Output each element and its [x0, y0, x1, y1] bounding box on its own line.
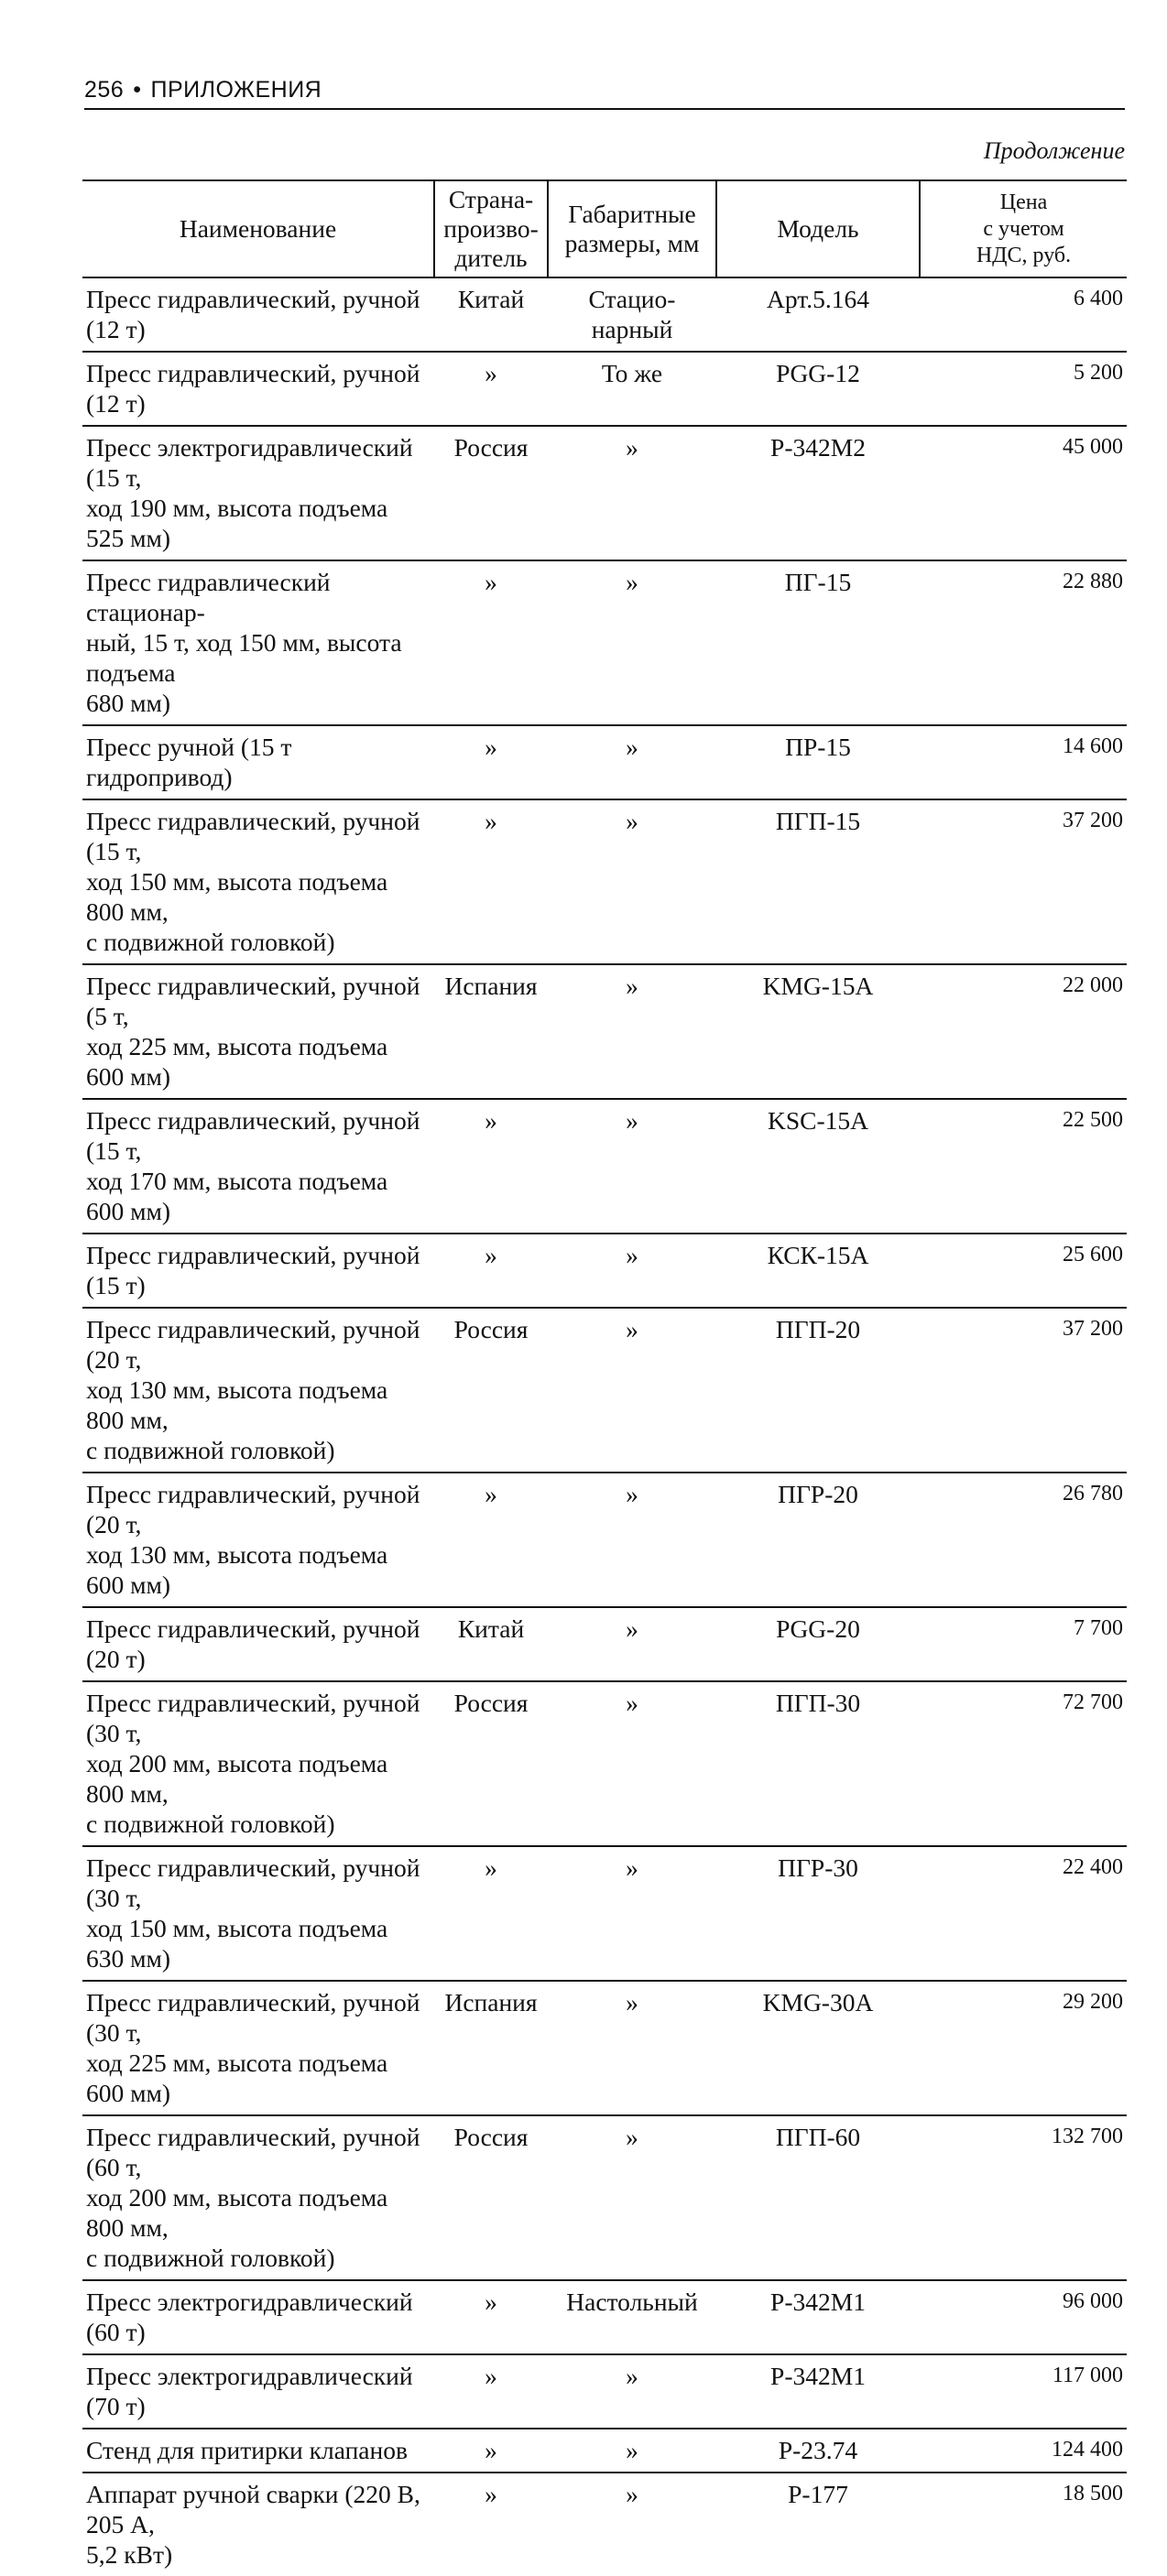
cell-country: » — [434, 1846, 548, 1981]
table-body — [82, 277, 1127, 2576]
table-row — [82, 1234, 1127, 1308]
table-header — [82, 180, 1127, 277]
cell-model: ПР-15 — [716, 725, 920, 799]
cell-dimensions: » — [548, 725, 716, 799]
table-row — [82, 426, 1127, 560]
cell-dimensions: » — [548, 1846, 716, 1981]
cell-name: Пресс электрогидравлический (60 т) — [82, 2280, 434, 2354]
cell-dimensions: » — [548, 1981, 716, 2115]
header-price: Цена с учетом НДС, руб. — [920, 180, 1127, 277]
header-row — [82, 180, 1127, 277]
cell-model: KMG-30A — [716, 1981, 920, 2115]
cell-price: 45 000 — [920, 426, 1127, 560]
page-number: 256 — [84, 77, 125, 103]
cell-country: » — [434, 1473, 548, 1607]
cell-name: Пресс гидравлический, ручной (30 т, ход 225 мм, высота подъема 600 мм) — [82, 1981, 434, 2115]
price-table — [82, 179, 1127, 2576]
header-dimensions: Габаритные размеры, мм — [548, 180, 716, 277]
header-rule — [84, 108, 1125, 110]
cell-model: Р-342М1 — [716, 2354, 920, 2429]
cell-name: Пресс гидравлический стационар- ный, 15 т, ход 150 мм, высота подъема 680 мм) — [82, 560, 434, 725]
cell-name: Пресс гидравлический, ручной (12 т) — [82, 352, 434, 426]
cell-name: Стенд для притирки клапанов — [82, 2429, 434, 2473]
table-row — [82, 1607, 1127, 1681]
cell-name: Пресс гидравлический, ручной (12 т) — [82, 277, 434, 352]
table-row — [82, 560, 1127, 725]
cell-dimensions: Стацио- нарный — [548, 277, 716, 352]
header-model: Модель — [716, 180, 920, 277]
cell-price: 7 700 — [920, 1607, 1127, 1681]
cell-country: Россия — [434, 1308, 548, 1473]
cell-name: Пресс гидравлический, ручной (60 т, ход 200 мм, высота подъема 800 мм, с подвижной головкой) — [82, 2115, 434, 2280]
cell-name: Пресс гидравлический, ручной (5 т, ход 225 мм, высота подъема 600 мм) — [82, 964, 434, 1099]
cell-dimensions: » — [548, 2354, 716, 2429]
cell-name: Пресс гидравлический, ручной (15 т, ход 170 мм, высота подъема 600 мм) — [82, 1099, 434, 1234]
cell-price: 22 880 — [920, 560, 1127, 725]
cell-country: » — [434, 352, 548, 426]
cell-model: ПГП-20 — [716, 1308, 920, 1473]
table-row — [82, 725, 1127, 799]
cell-price: 72 700 — [920, 1681, 1127, 1846]
table-row — [82, 964, 1127, 1099]
cell-price: 22 500 — [920, 1099, 1127, 1234]
cell-name: Пресс гидравлический, ручной (30 т, ход 200 мм, высота подъема 800 мм, с подвижной головкой) — [82, 1681, 434, 1846]
cell-model: Р-23.74 — [716, 2429, 920, 2473]
cell-model: Р-342М1 — [716, 2280, 920, 2354]
cell-country: Россия — [434, 426, 548, 560]
cell-model: Р-342М2 — [716, 426, 920, 560]
cell-country: Испания — [434, 964, 548, 1099]
table-row — [82, 2354, 1127, 2429]
cell-model: PGG-12 — [716, 352, 920, 426]
cell-model: ПГР-20 — [716, 1473, 920, 1607]
cell-dimensions: » — [548, 1234, 716, 1308]
cell-price: 37 200 — [920, 799, 1127, 964]
cell-price: 117 000 — [920, 2354, 1127, 2429]
cell-country: » — [434, 1234, 548, 1308]
table-row — [82, 2473, 1127, 2576]
table-row — [82, 1681, 1127, 1846]
cell-dimensions: » — [548, 964, 716, 1099]
cell-dimensions: » — [548, 1473, 716, 1607]
cell-price: 22 000 — [920, 964, 1127, 1099]
cell-price: 25 600 — [920, 1234, 1127, 1308]
cell-model: Р-177 — [788, 2480, 848, 2508]
cell-price: 37 200 — [920, 1308, 1127, 1473]
cell-name: Пресс гидравлический, ручной (20 т, ход 130 мм, высота подъема 600 мм) — [82, 1473, 434, 1607]
cell-price: 5 200 — [920, 352, 1127, 426]
cell-country: » — [434, 2354, 548, 2429]
cell-country: » — [434, 799, 548, 964]
cell-dimensions: » — [548, 1099, 716, 1234]
cell-dimensions: » — [548, 426, 716, 560]
table-row — [82, 799, 1127, 964]
table-row — [82, 277, 1127, 352]
cell-dimensions: » — [548, 1308, 716, 1473]
cell-dimensions: » — [548, 560, 716, 725]
cell-name: Пресс ручной (15 т гидропривод) — [82, 725, 434, 799]
bullet: • — [133, 77, 142, 103]
cell-country: Китай — [434, 1607, 548, 1681]
table-row — [82, 1308, 1127, 1473]
cell-country: Испания — [434, 1981, 548, 2115]
section-title: ПРИЛОЖЕНИЯ — [150, 77, 322, 103]
cell-price: 29 200 — [920, 1981, 1127, 2115]
cell-model: KMG-15A — [716, 964, 920, 1099]
cell-model: КСК-15А — [716, 1234, 920, 1308]
cell-name: Пресс гидравлический, ручной (20 т) — [82, 1607, 434, 1681]
cell-name: Пресс электрогидравлический (15 т, ход 190 мм, высота подъема 525 мм) — [82, 426, 434, 560]
cell-name: Пресс гидравлический, ручной (15 т, ход 150 мм, высота подъема 800 мм, с подвижной головкой) — [82, 799, 434, 964]
cell-country: » — [434, 560, 548, 725]
cell-dimensions: » — [548, 799, 716, 964]
cell-price: 26 780 — [920, 1473, 1127, 1607]
cell-dimensions: » — [548, 1681, 716, 1846]
cell-country: Россия — [434, 2115, 548, 2280]
cell-price: 96 000 — [920, 2280, 1127, 2354]
cell-dimensions: » — [548, 1607, 716, 1681]
cell-price: 14 600 — [920, 725, 1127, 799]
cell-country: » — [434, 725, 548, 799]
cell-model: KSC-15A — [716, 1099, 920, 1234]
header-country: Страна- произво- дитель — [434, 180, 548, 277]
cell-name: Пресс гидравлический, ручной (15 т) — [82, 1234, 434, 1308]
table-row — [82, 352, 1127, 426]
cell-dimensions: » — [548, 2429, 716, 2473]
cell-model: ПГР-30 — [716, 1846, 920, 1981]
cell-model: ПГП-60 — [716, 2115, 920, 2280]
cell-model: PGG-20 — [716, 1607, 920, 1681]
cell-dimensions: » — [548, 2115, 716, 2280]
cell-price: 18 500 — [1063, 2482, 1123, 2505]
cell-model: ПГП-15 — [716, 799, 920, 964]
table-row — [82, 1846, 1127, 1981]
cell-price: 132 700 — [920, 2115, 1127, 2280]
table-row — [82, 2115, 1127, 2280]
cell-country: » — [485, 2480, 497, 2508]
cell-model: ПГП-30 — [716, 1681, 920, 1846]
cell-dimensions: » — [626, 2480, 638, 2508]
cell-price: 124 400 — [920, 2429, 1127, 2473]
cell-name: Пресс электрогидравлический (70 т) — [82, 2354, 434, 2429]
cell-country: Россия — [434, 1681, 548, 1846]
cell-price: 6 400 — [920, 277, 1127, 352]
cell-name: Пресс гидравлический, ручной (30 т, ход 150 мм, высота подъема 630 мм) — [82, 1846, 434, 1981]
cell-dimensions: Настольный — [548, 2280, 716, 2354]
cell-country: Китай — [434, 277, 548, 352]
cell-model: Арт.5.164 — [716, 277, 920, 352]
cell-country: » — [434, 2280, 548, 2354]
cell-price: 22 400 — [920, 1846, 1127, 1981]
cell-country: » — [434, 1099, 548, 1234]
table-row — [82, 2429, 1127, 2473]
table-row — [82, 1473, 1127, 1607]
cell-model: ПГ-15 — [716, 560, 920, 725]
table-row — [82, 2280, 1127, 2354]
cell-dimensions: То же — [548, 352, 716, 426]
cell-country: » — [434, 2429, 548, 2473]
cell-name: Аппарат ручной сварки (220 В, 205 А, 5,2 кВт) — [86, 2480, 420, 2569]
table-row — [82, 1981, 1127, 2115]
continuation-label: Продолжение — [983, 137, 1125, 164]
cell-name: Пресс гидравлический, ручной (20 т, ход 130 мм, высота подъема 800 мм, с подвижной головкой) — [82, 1308, 434, 1473]
running-head — [84, 77, 322, 103]
table-row — [82, 1099, 1127, 1234]
header-name: Наименование — [82, 180, 434, 277]
